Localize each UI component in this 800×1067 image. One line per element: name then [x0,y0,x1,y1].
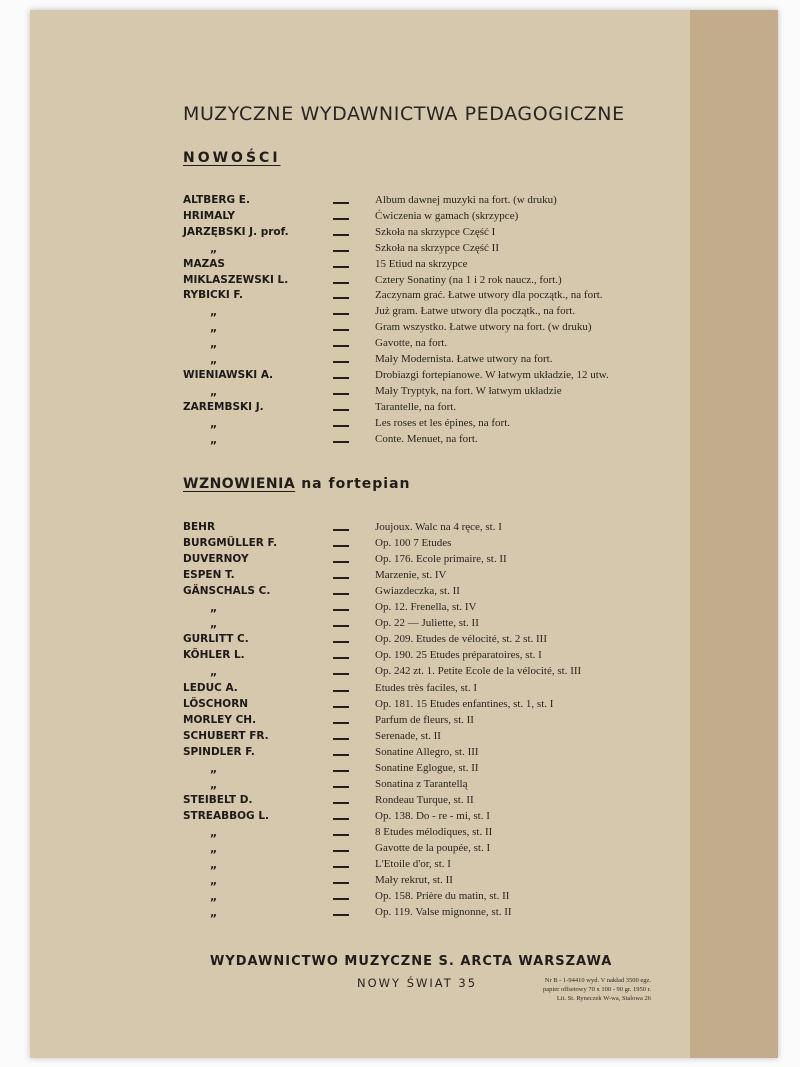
entry-title: Op. 190. 25 Etudes préparatoires, st. I [375,649,542,662]
entry-title: Rondeau Turque, st. II [375,793,474,806]
entry-title: Mały Modernista. Łatwe utwory na fort. [375,353,553,365]
catalog-entry [0,649,660,665]
publisher-name: WYDAWNICTWO MUZYCZNE S. ARCTA WARSZAWA [210,954,613,969]
entry-title: Sonatine Allegro, st. III [375,745,479,758]
catalog-entry [0,730,660,746]
catalog-entry [0,906,660,922]
catalog-entry [0,842,660,858]
catalog-entry [0,890,660,906]
catalog-entry [0,778,660,794]
ditto-mark: „ [210,825,218,839]
entry-dash [333,425,349,427]
entry-dash [333,609,349,611]
entry-author: SCHUBERT FR. [183,729,269,742]
entry-author: BURGMÜLLER F. [183,537,278,550]
catalog-entry [0,665,660,681]
catalog-entry [0,698,660,714]
entry-author: JARZĘBSKI J. prof. [183,225,289,238]
ditto-mark: „ [210,777,218,791]
catalog-entry [0,633,660,649]
ditto-mark: „ [210,241,218,255]
entry-title: Zaczynam grać. Łatwe utwory dla początk., na fort. [375,289,603,302]
catalog-entry [0,353,660,369]
entry-dash [333,754,349,756]
entry-author: RYBICKI F. [183,289,244,302]
entry-author: STREABBOG L. [183,809,269,822]
entry-dash [333,593,349,595]
ditto-mark: „ [210,353,218,366]
ditto-mark: „ [210,858,218,872]
entry-dash [333,393,349,395]
entry-author: WIENIAWSKI A. [183,368,274,381]
catalog-entry [0,601,660,617]
entry-title: Drobiazgi fortepianowe. W łatwym układzie, 12 utw. [375,368,609,381]
page-heading: MUZYCZNE WYDAWNICTWA PEDAGOGICZNE [183,103,625,125]
entry-dash [333,673,349,675]
entry-dash [333,441,349,443]
catalog-entry [0,274,660,290]
ditto-mark: „ [210,321,218,335]
catalog-entry [0,194,660,210]
entry-title: Op. 138. Do - re - mi, st. I [375,809,490,822]
catalog-entry [0,746,660,762]
entry-title: Marzenie, st. IV [375,569,447,582]
entry-dash [333,529,349,531]
entry-author: MIKLASZEWSKI L. [183,273,289,286]
catalog-entry [0,369,660,385]
catalog-entry [0,226,660,242]
ditto-mark: „ [210,874,218,888]
catalog-entry [0,433,660,449]
entry-title: Op. 158. Prière du matin, st. II [375,890,510,903]
ditto-mark: „ [210,761,218,775]
entry-title: Gwiazdeczka, st. II [375,585,460,598]
entry-author: ALTBERG E. [183,194,250,206]
entry-dash [333,898,349,900]
ditto-mark: „ [210,842,218,855]
entry-dash [333,297,349,299]
entry-author: ESPEN T. [183,569,235,582]
entry-title: Op. 100 7 Etudes [375,537,452,550]
entry-author: LÖSCHORN [183,697,249,710]
entry-dash [333,738,349,740]
entry-dash [333,690,349,692]
entry-author: STEIBELT D. [183,793,253,806]
catalog-entry [0,337,660,353]
entry-author: HRIMALY [183,209,236,222]
catalog-entry [0,569,660,585]
entry-title: Już gram. Łatwe utwory dla początk., na fort. [375,305,576,318]
entry-title: Gavotte, na fort. [375,337,448,350]
entry-title: Mały rekrut, st. II [375,874,453,887]
section-title-nowosci [183,150,281,166]
ditto-mark: „ [210,305,218,319]
catalog-entry [0,417,660,433]
entry-title: Tarantelle, na fort. [375,400,457,413]
entry-author: GURLITT C. [183,633,249,646]
entry-dash [333,706,349,708]
wznowienia-label: WZNOWIENIA [183,476,296,492]
entry-dash [333,234,349,236]
catalog-entry [0,537,660,553]
ditto-mark: „ [210,432,218,446]
catalog-entry [0,305,660,321]
catalog-entry [0,585,660,601]
entry-title: Joujoux. Walc na 4 ręce, st. I [375,521,502,533]
entry-title: Album dawnej muzyki na fort. (w druku) [375,194,557,206]
ditto-mark: „ [210,906,218,920]
entry-dash [333,866,349,868]
entry-author: DUVERNOY [183,553,249,566]
entry-title: Ćwiczenia w gamach (skrzypce) [375,209,519,222]
entry-author: KÖHLER L. [183,649,245,662]
entry-title: Op. 12. Frenella, st. IV [375,601,477,614]
entry-dash [333,202,349,204]
entry-title: Cztery Sonatiny (na 1 i 2 rok naucz., fort.) [375,273,562,286]
entry-dash [333,818,349,820]
entry-dash [333,882,349,884]
ditto-mark: „ [210,337,218,351]
print-note-line: Nr B - 1-94410 wyd. V nakład 3500 egz. [544,977,652,984]
entry-dash [333,850,349,852]
entry-title: Op. 242 zt. 1. Petite Ecole de la vélocité, st. III [375,665,582,678]
entry-dash [333,657,349,659]
entry-title: Etudes très faciles, st. I [375,681,478,694]
ditto-mark: „ [210,384,218,398]
entry-title: Gram wszystko. Łatwe utwory na fort. (w druku) [375,321,592,334]
entry-dash [333,625,349,627]
catalog-entry [0,289,660,305]
entry-author: ZAREMBSKI J. [183,400,264,413]
catalog-entry [0,521,660,537]
entry-title: Mały Tryptyk, na fort. W łatwym układzie [375,384,562,397]
catalog-entry [0,385,660,401]
entry-title: L'Etoile d'or, st. I [375,858,451,871]
entry-author: SPINDLER F. [183,745,255,758]
ditto-mark: „ [210,617,218,631]
entry-dash [333,577,349,579]
catalog-entry [0,858,660,874]
entry-dash [333,561,349,563]
catalog-entry [0,714,660,730]
entry-title: 8 Etudes mélodiques, st. II [375,825,493,838]
entry-dash [333,345,349,347]
print-note-line: Lit. St. Ryneczek W-wa, Stalowa 26 [556,995,652,1002]
entry-dash [333,250,349,252]
catalog-entry [0,617,660,633]
entry-dash [333,313,349,315]
entry-dash [333,409,349,411]
nowosci-label: NOWOŚCI [183,150,281,166]
entry-dash [333,266,349,268]
entry-title: Serenade, st. II [375,729,441,742]
entry-dash [333,218,349,220]
catalog-entry [0,794,660,810]
entry-title: Sonatina z Tarantellą [375,777,468,790]
catalog-entry [0,242,660,258]
entry-dash [333,834,349,836]
entry-author: MAZAS [183,257,225,270]
entry-dash [333,641,349,643]
entry-title: Sonatine Eglogue, st. II [375,761,479,774]
entry-title: Parfum de fleurs, st. II [375,713,474,726]
print-note-line: papier offsetowy 70 x 100 - 90 gr. 1950 r. [543,986,652,993]
ditto-mark: „ [210,890,218,904]
catalog-entry [0,682,660,698]
wznowienia-subtitle: na fortepian [301,476,411,492]
entry-dash [333,802,349,804]
catalog-entry [0,210,660,226]
cover-edge [690,10,778,1058]
entry-dash [333,786,349,788]
print-note [543,976,651,1003]
entry-dash [333,329,349,331]
entry-dash [333,545,349,547]
entry-dash [333,770,349,772]
entry-author: BEHR [183,521,216,533]
entry-author: MORLEY CH. [183,713,257,726]
entry-dash [333,282,349,284]
entry-dash [333,722,349,724]
catalog-entry [0,874,660,890]
entry-title: Op. 209. Etudes de vélocité, st. 2 st. III [375,633,547,646]
ditto-mark: „ [210,601,218,615]
entry-title: Conte. Menuet, na fort. [375,432,478,445]
catalog-entry [0,258,660,274]
catalog-entry [0,810,660,826]
entry-title: Szkoła na skrzypce Część II [375,241,500,254]
entry-title: Gavotte de la poupée, st. I [375,842,491,854]
entry-title: Op. 22 — Juliette, st. II [375,617,479,630]
publisher-address: NOWY ŚWIAT 35 [357,976,478,990]
catalog-entry [0,553,660,569]
entry-dash [333,377,349,379]
catalog-entry [0,826,660,842]
section-title-wznowienia [183,476,411,492]
entry-title: 15 Etiud na skrzypce [375,257,468,270]
entry-author: LEDUC A. [183,681,238,694]
entry-title: Op. 181. 15 Etudes enfantines, st. 1, st. I [375,697,554,710]
entry-dash [333,914,349,916]
catalog-entry [0,321,660,337]
entry-title: Szkoła na skrzypce Część I [375,225,496,238]
catalog-entry [0,762,660,778]
entry-dash [333,361,349,363]
entry-title: Op. 119. Valse mignonne, st. II [375,906,512,919]
catalog-entry [0,401,660,417]
entry-author: GÄNSCHALS C. [183,585,271,598]
ditto-mark: „ [210,665,218,679]
entry-title: Op. 176. Ecole primaire, st. II [375,553,507,566]
ditto-mark: „ [210,416,218,430]
entry-title: Les roses et les épines, na fort. [375,416,511,429]
